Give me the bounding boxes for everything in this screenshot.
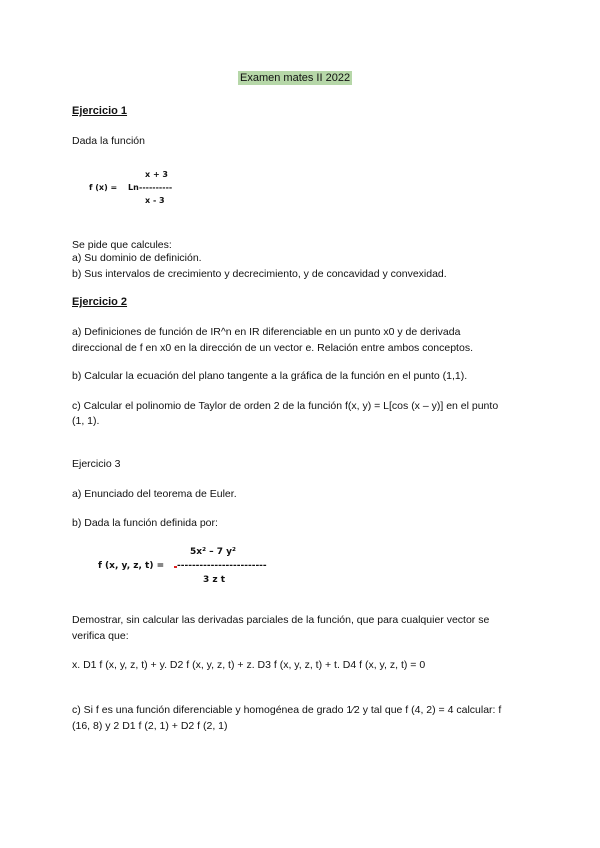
- formula-1-ln: Ln: [128, 183, 139, 192]
- ejercicio-1-intro: Dada la función: [72, 135, 145, 147]
- ejercicio-3-c-line2: (16, 8) y 2 D1 f (2, 1) + D2 f (2, 1): [72, 720, 228, 732]
- ejercicio-2-a-line2: direccional de f en x0 en la dirección de un vector e. Relación entre ambos conceptos.: [72, 342, 473, 354]
- ejercicio-3-demostrar-line2: verifica que:: [72, 630, 129, 642]
- ejercicio-3-heading: Ejercicio 3: [72, 458, 121, 470]
- formula-2-denominator: 3 z t: [203, 575, 226, 585]
- formula-2-bar: ------------------------: [177, 561, 267, 571]
- ejercicio-1-a: a) Su dominio de definición.: [72, 252, 202, 264]
- ejercicio-3-b: b) Dada la función definida por:: [72, 517, 218, 529]
- ejercicio-2-c-line1: c) Calcular el polinomio de Taylor de orden 2 de la función f(x, y) = L[cos (x – y)] en el punto: [72, 400, 499, 412]
- formula-2-numerator: 5x² – 7 y²: [190, 547, 236, 557]
- ejercicio-3-a: a) Enunciado del teorema de Euler.: [72, 488, 237, 500]
- formula-1-numerator: x + 3: [145, 170, 168, 179]
- ejercicio-2-b: b) Calcular la ecuación del plano tangente a la gráfica de la función en el punto (1,1).: [72, 370, 468, 382]
- ejercicio-1-heading: Ejercicio 1: [72, 105, 128, 117]
- formula-1-lhs: f (x) =: [89, 183, 118, 192]
- ejercicio-3-euler-identity: x. D1 f (x, y, z, t) + y. D2 f (x, y, z, t) + z. D3 f (x, y, z, t) + t. D4 f (x, y, z, t) = 0: [72, 659, 426, 671]
- ejercicio-2-heading: Ejercicio 2: [72, 296, 128, 308]
- ejercicio-1-pide: Se pide que calcules:: [72, 239, 172, 251]
- ejercicio-3-c-line1: c) Si f es una función diferenciable y homogénea de grado 1⁄2 y tal que f (4, 2) = 4 calcular: f: [72, 704, 502, 716]
- ejercicio-2-c-line2: (1, 1).: [72, 415, 100, 427]
- formula-2-lhs: f (x, y, z, t) =: [98, 561, 165, 571]
- ejercicio-2-a-line1: a) Definiciones de función de IR^n en IR diferenciable en un punto x0 y de derivada: [72, 326, 461, 338]
- ejercicio-3-demostrar-line1: Demostrar, sin calcular las derivadas parciales de la función, que para cualquier vector se: [72, 614, 490, 626]
- ejercicio-1-b: b) Sus intervalos de crecimiento y decrecimiento, y de concavidad y convexidad.: [72, 268, 447, 280]
- page-title: Examen mates II 2022: [240, 72, 351, 84]
- formula-1-denominator: x - 3: [145, 196, 165, 205]
- formula-1-bar: ----------: [139, 183, 173, 192]
